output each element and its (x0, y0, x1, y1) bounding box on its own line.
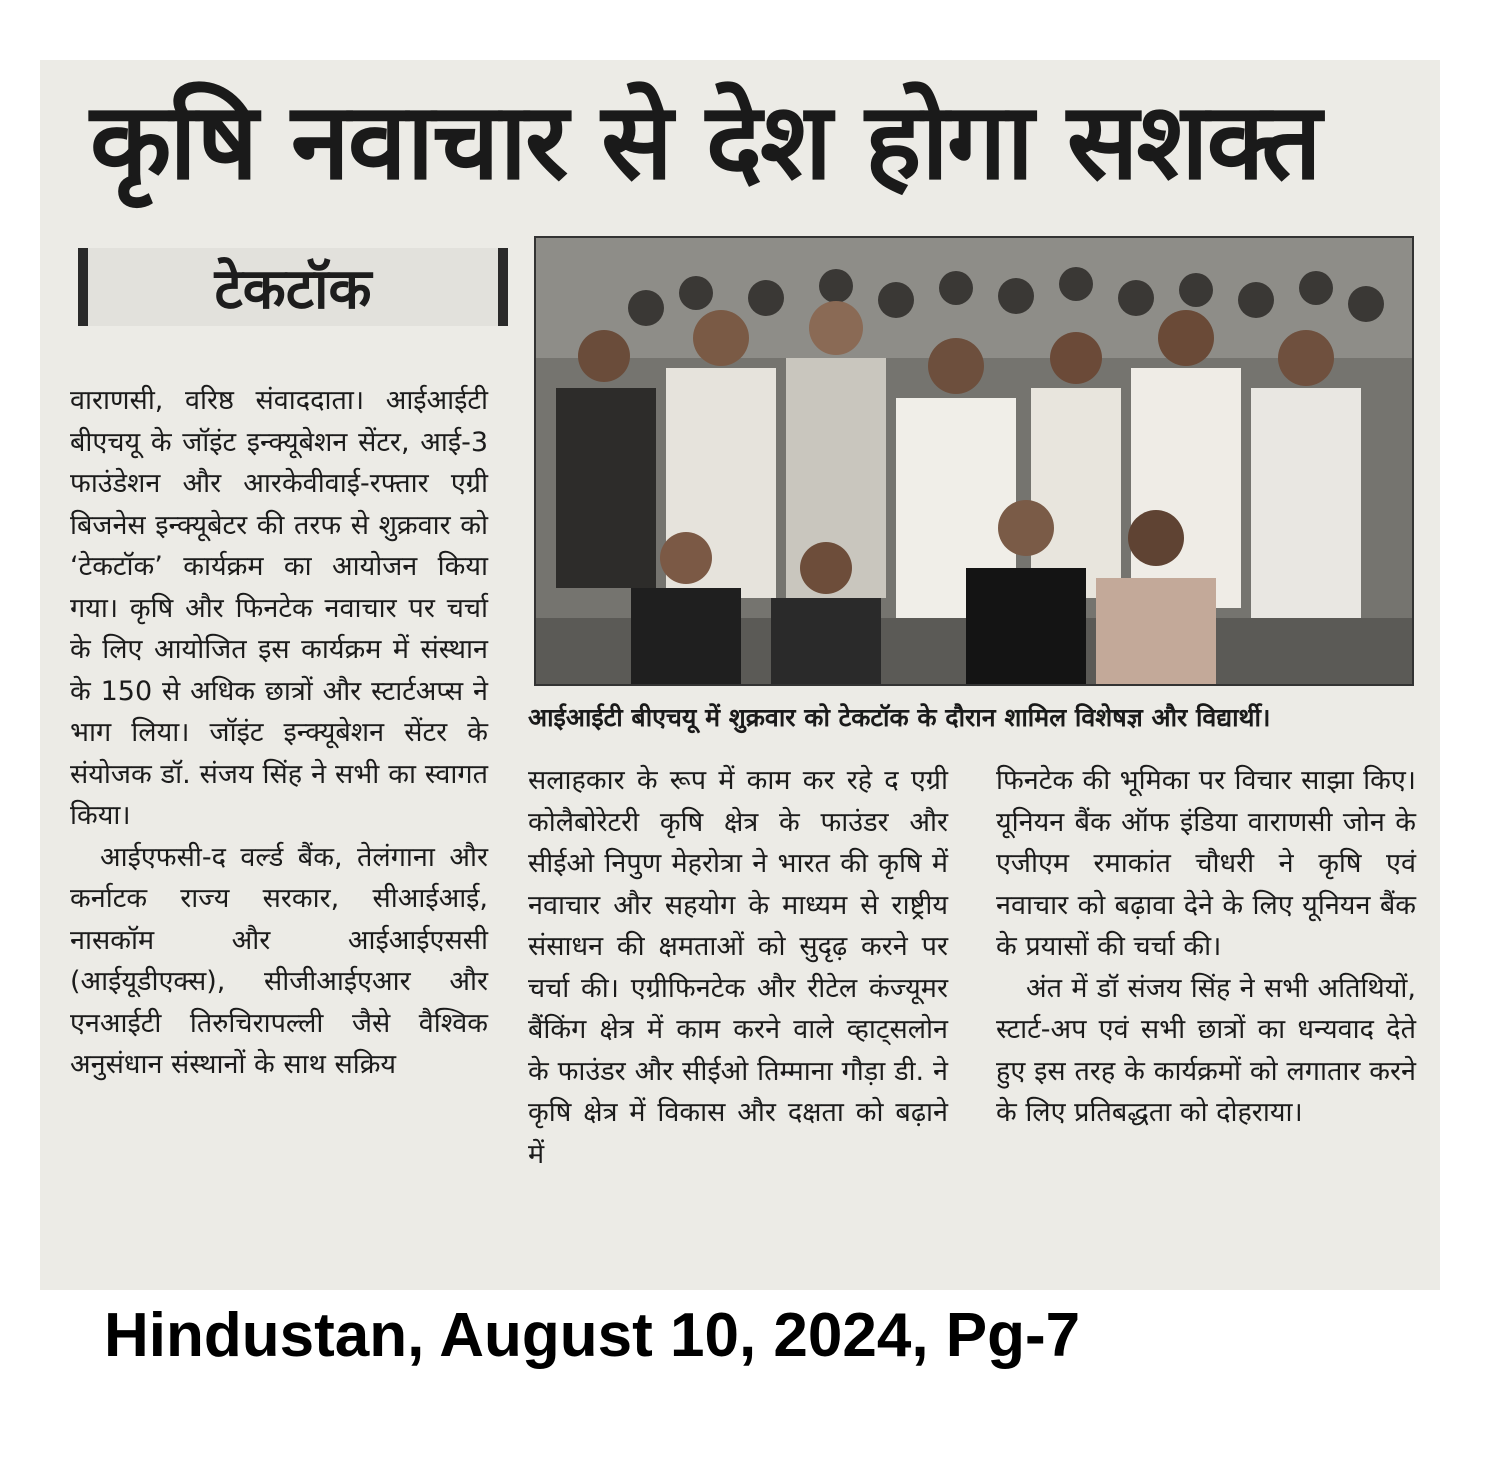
group-photo (534, 236, 1414, 686)
group-photo-image (536, 238, 1412, 684)
article-column-1 (70, 380, 488, 1086)
article-column-3 (996, 760, 1416, 1134)
paragraph: अंत में डॉ संजय सिंह ने सभी अतिथियों, स्टार्ट-अप एवं सभी छात्रों का धन्यवाद देते हुए इस तरह के कार्यक्रमों को लगातार करने के लिए प्रतिबद्धता को दोहराया। (996, 972, 1416, 1128)
kicker-label: टेकटॉक (214, 257, 372, 322)
photo-caption: आईआईटी बीएचयू में शुक्रवार को टेकटॉक के दौरान शामिल विशेषज्ञ और विद्यार्थी। (528, 703, 1271, 732)
source-citation: Hindustan, August 10, 2024, Pg-7 (104, 1301, 1081, 1370)
paragraph: आईएफसी-द वर्ल्ड बैंक, तेलंगाना और कर्नाटक राज्य सरकार, सीआईआई, नासकॉम और आईआईएससी (आईयूडीएक्स), सीजीआईएआर और एनआईटी तिरुचिरापल्ली जैसे वैश्विक अनुसंधान संस्थानों के साथ सक्रिय (70, 841, 488, 1080)
section-kicker (78, 248, 508, 326)
newspaper-clipping (40, 60, 1440, 1290)
paragraph: सलाहकार के रूप में काम कर रहे द एग्री कोलैबोरेटरी कृषि क्षेत्र के फाउंडर और सीईओ निपुण मेहरोत्रा ने भारत की कृषि में नवाचार और सहयोग के माध्यम से राष्ट्रीय संसाधन की क्षमताओं को सुदृढ़ करने पर चर्चा की। एग्रीफिनटेक और रीटेल कंज्यूमर बैंकिंग क्षेत्र में काम करने वाले व्हाट्सलोन के फाउंडर और सीईओ तिम्माना गौड़ा डी. ने कृषि क्षेत्र में विकास और दक्षता को बढ़ाने में (528, 765, 948, 1170)
paragraph: वाराणसी, वरिष्ठ संवाददाता। आईआईटी बीएचयू के जॉइंट इन्क्यूबेशन सेंटर, आई-3 फाउंडेशन और आरकेवीवाई-रफ्तार एग्री बिजनेस इन्क्यूबेटर की तरफ से शुक्रवार को ‘टेकटॉक’ कार्यक्रम का आयोजन किया गया। कृषि और फिनटेक नवाचार पर चर्चा के लिए आयोजित इस कार्यक्रम में संस्थान के 150 से अधिक छात्रों और स्टार्टअप्स ने भाग लिया। जॉइंट इन्क्यूबेशन सेंटर के संयोजक डॉ. संजय सिंह ने सभी का स्वागत किया। (70, 385, 488, 831)
headline: कृषि नवाचार से देश होगा सशक्त (90, 80, 1320, 203)
article-column-2 (528, 760, 948, 1175)
paragraph: फिनटेक की भूमिका पर विचार साझा किए। यूनियन बैंक ऑफ इंडिया वाराणसी जोन के एजीएम रमाकांत चौधरी ने कृषि एवं नवाचार को बढ़ावा देने के लिए यूनियन बैंक के प्रयासों की चर्चा की। (996, 765, 1416, 962)
